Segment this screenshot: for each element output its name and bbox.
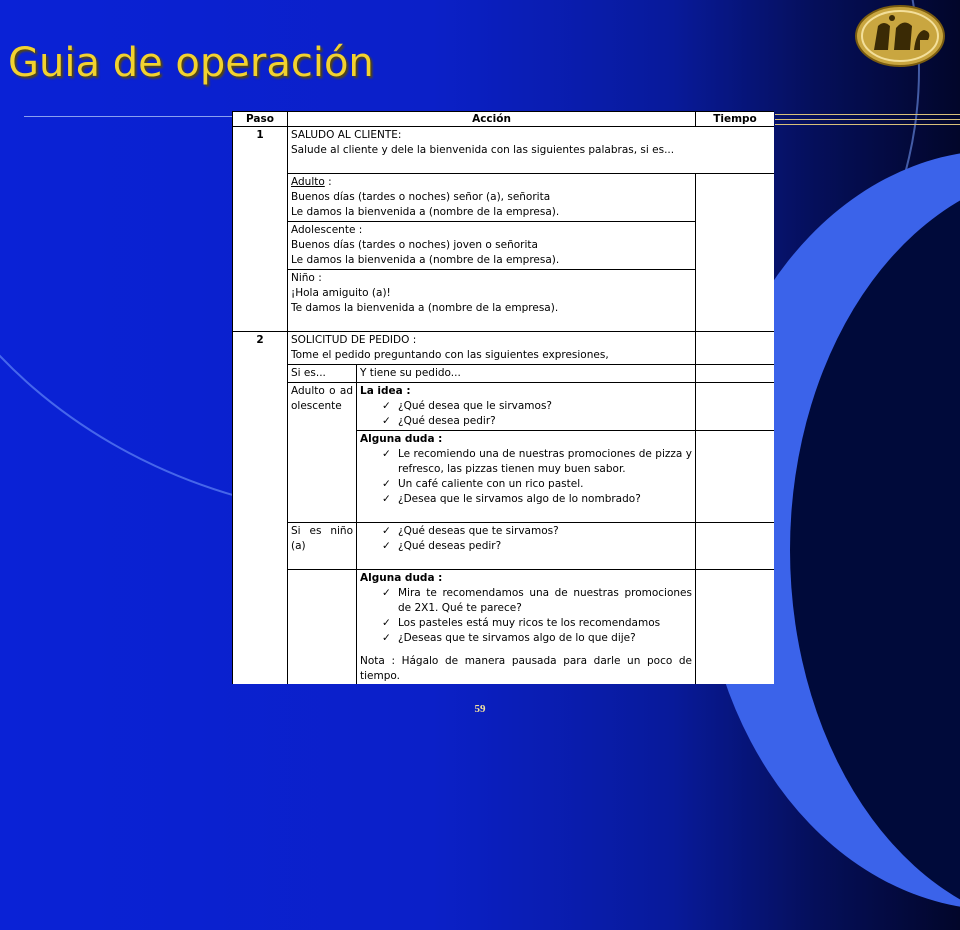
adult-greeting-cell: Adulto : Buenos días (tardes o noches) señor (a), señorita Le damos la bienvenida a (nombre de la empresa). (288, 174, 696, 222)
operation-guide-table (232, 111, 774, 684)
idea-title: La idea : (360, 385, 411, 397)
step-1-number: 1 (233, 127, 288, 332)
child-doubt-item: ✓ Mira te recomendamos una de nuestras promociones de 2X1. Qué te parece? (360, 586, 692, 616)
table-row (233, 365, 775, 383)
teen-greeting-line2: Le damos la bienvenida a (nombre de la empresa). (291, 254, 560, 266)
adult-greeting-line2: Le damos la bienvenida a (nombre de la empresa). (291, 206, 560, 218)
step-1-time-cell (696, 174, 775, 332)
step-2-heading: SOLICITUD DE PEDIDO : (291, 334, 417, 346)
table-row (233, 127, 775, 174)
adult-teen-label: Adulto o adolescente (288, 383, 357, 523)
table-row (233, 270, 775, 332)
doubt-item: ✓ Le recomiendo una de nuestras promociones de pizza y refresco, las pizzas tienen muy buen sabor. (360, 447, 692, 477)
table-row (233, 523, 775, 570)
table-row (233, 174, 775, 222)
header-paso: Paso (233, 112, 288, 127)
page-number: 59 (474, 703, 486, 715)
table-row (233, 570, 775, 685)
col-si-es: Si es... (288, 365, 357, 383)
idea-cell (357, 383, 696, 431)
doubt-title: Alguna duda : (360, 433, 443, 445)
step-1-greeting-cell (288, 127, 775, 174)
doubt-item: ✓ ¿Desea que le sirvamos algo de lo nombrado? (360, 492, 692, 507)
doubt-cell (357, 431, 696, 523)
empty-cell (288, 570, 357, 685)
table-row (233, 332, 775, 365)
step-2-time-cell (696, 332, 775, 365)
time-cell (696, 431, 775, 523)
child-order-item: ✓ ¿Qué deseas que te sirvamos? (360, 524, 692, 539)
step-1-heading: SALUDO AL CLIENTE: (291, 129, 402, 141)
teen-label: Adolescente : (291, 224, 363, 236)
adult-label: Adulto (291, 176, 325, 188)
title-divider-line (24, 116, 232, 117)
time-cell (696, 365, 775, 383)
child-order-cell (357, 523, 696, 570)
idea-item: ✓ ¿Qué desea que le sirvamos? (360, 399, 692, 414)
time-cell (696, 523, 775, 570)
child-greeting-cell (288, 270, 696, 332)
table-row (233, 383, 775, 431)
teen-greeting-cell (288, 222, 696, 270)
step-2-order-cell (288, 332, 696, 365)
header-accion: Acción (288, 112, 696, 127)
step-2-intro: Tome el pedido preguntando con las siguientes expresiones, (291, 349, 609, 361)
step-2-number: 2 (233, 332, 288, 685)
operation-guide-table-sheet (232, 111, 774, 684)
child-doubt-item: ✓ Los pasteles está muy ricos te los recomendamos (360, 616, 692, 631)
step-1-intro: Salude al cliente y dele la bienvenida con las siguientes palabras, si es... (291, 144, 675, 156)
company-logo-icon (854, 4, 946, 68)
child-label: Niño : (291, 272, 322, 284)
table-row (233, 222, 775, 270)
table-header-row (233, 112, 775, 127)
note-text: Nota : Hágalo de manera pausada para darle un poco de tiempo. (360, 655, 692, 682)
adult-greeting-line1: Buenos días (tardes o noches) señor (a), señorita (291, 191, 551, 203)
child-doubt-item: ✓ ¿Deseas que te sirvamos algo de lo que dije? (360, 631, 692, 646)
time-cell (696, 383, 775, 431)
header-tiempo: Tiempo (696, 112, 775, 127)
child-order-label: Si es niño (a) (288, 523, 357, 570)
col-y-tiene: Y tiene su pedido... (357, 365, 696, 383)
child-greeting-line1: ¡Hola amiguito (a)! (291, 287, 391, 299)
child-order-item: ✓ ¿Qué deseas pedir? (360, 539, 692, 554)
decorative-lines (775, 112, 960, 126)
child-greeting-line2: Te damos la bienvenida a (nombre de la empresa). (291, 302, 559, 314)
time-cell (696, 570, 775, 685)
slide-title: Guia de operación (8, 40, 374, 86)
child-doubt-cell (357, 570, 696, 685)
teen-greeting-line1: Buenos días (tardes o noches) joven o señorita (291, 239, 538, 251)
idea-item: ✓ ¿Qué desea pedir? (360, 414, 692, 429)
doubt-item: ✓ Un café caliente con un rico pastel. (360, 477, 692, 492)
child-doubt-title: Alguna duda : (360, 572, 443, 584)
